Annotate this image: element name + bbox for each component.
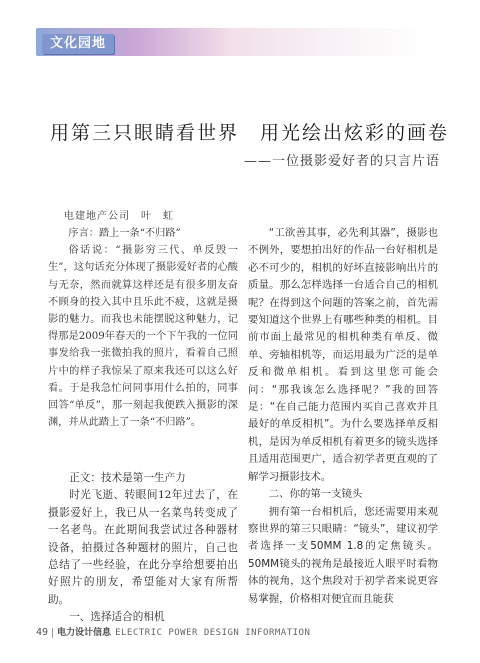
- author-byline: 电建地产公司 叶 虹: [64, 211, 174, 222]
- left-body-column: [48, 470, 238, 627]
- section-heading-camera: 一、选择适合的相机: [69, 611, 165, 624]
- body-paragraph: 拥有第一台相机后，您还需要用来观察世界的第三只眼睛：“镜头”，建议初学者选择一支50MM 1.8的定焦镜头。50MM镜头的视角是最接近人眼平时看物体的视角，这个焦段对于初学者来说更容易掌握，价格相对便宜而且能获: [248, 505, 438, 605]
- section-label: 文化园地: [42, 34, 114, 54]
- magazine-name: 电力设计信息: [57, 628, 112, 638]
- preface-heading: 序言：踏上一条“不归路”: [68, 228, 181, 239]
- page-footer: [36, 625, 446, 641]
- footer-divider: [52, 628, 53, 638]
- magazine-name-en: ELECTRIC POWER DESIGN INFORMATION: [115, 628, 311, 638]
- body-paragraph: “工欲善其事，必先利其器”，摄影也不例外，要想拍出好的作品一台好相机是必不可少的，相机的好坏直接影响出片的质量。那么怎样选择一台适合自己的相机呢？在得到这个问题的答案之前，首先需要知道这个世界上有哪些种类的相机。目前市面上最常见的相机种类有单反、微单、旁轴相机等，而运用最为广泛的是单反和微单相机。看到这里您可能会问：“那我该怎么选择呢？”我的回答是：“在自己能力范围内买自己喜欢并且最好的单反相机”。为什么要选择单反相机，是因为单反相机有着更多的镜头选择且适用范围更广，适合初学者更直观的了解学习摄影技术。: [248, 227, 438, 483]
- article-title: 用第三只眼睛看世界 用光绘出炫彩的画卷: [50, 122, 450, 144]
- body-heading: 正文：技术是第一生产力: [69, 472, 186, 484]
- page-number: 49: [36, 627, 49, 638]
- section-heading-lens: 二、你的第一支镜头: [268, 488, 363, 501]
- right-body-column: [248, 225, 438, 608]
- article-subtitle: ——一位摄影爱好者的只言片语: [243, 154, 440, 169]
- preface-paragraph: 俗话说：“摄影穷三代、单反毁一生”，这句话充分体现了摄影爱好者的心酸与无奈，然而就算这样还是有很多朋友奋不顾身的投入其中且乐此不疲，这就是摄影的魅力。而我也未能摆脱这种魅力，记得那是2009年春天的一个下午我的一位同事发给我一张微拍我的照片，看着自己照片中的样子我惊呆了原来我还可以这么好看。于是我急忙问同事用什么拍的，同事回答“单反”，那一刻起我便跌入摄影的深渊，并从此踏上了一条“不归路”。: [48, 245, 238, 429]
- preface-column: [48, 225, 238, 431]
- body-paragraph: 时光飞逝、转眼间12年过去了，在摄影爱好上，我已从一名菜鸟转变成了一名老鸟。在此期间我尝试过各种器材设备，拍摄过各种题材的照片，自己也总结了一些经验，在此分享给想要拍出好照片的朋友，希望能对大家有所帮助。: [48, 489, 238, 606]
